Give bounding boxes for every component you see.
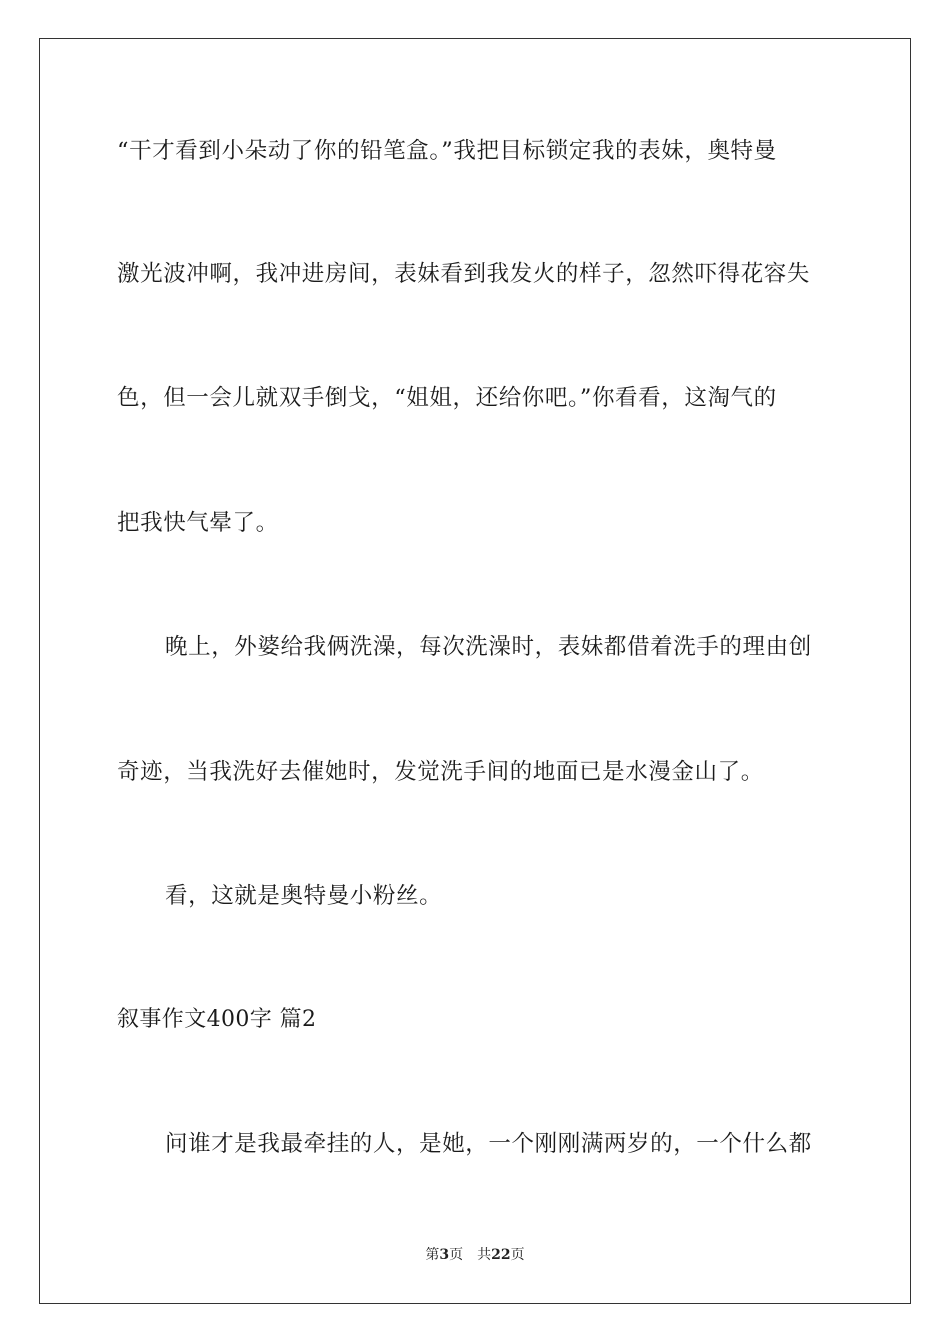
paragraph-line-7: 看，这就是奥特曼小粉丝。 [165, 883, 443, 909]
footer-total-pages: 22 [491, 1247, 511, 1263]
footer-page-prefix: 第 [425, 1247, 440, 1263]
paragraph-line-3: 色，但一会儿就双手倒戈，“姐姐，还给你吧。”你看看，这淘气的 [117, 385, 777, 411]
footer-page-number: 3 [439, 1247, 450, 1263]
page-footer [0, 1246, 950, 1264]
footer-total-prefix: 共 [477, 1247, 492, 1263]
paragraph-line-6: 奇迹，当我洗好去催她时，发觉洗手间的地面已是水漫金山了。 [117, 759, 764, 785]
page-border [39, 38, 911, 1304]
paragraph-line-2: 激光波冲啊，我冲进房间，表妹看到我发火的样子，忽然吓得花容失 [117, 261, 811, 287]
paragraph-line-1: “干才看到小朵动了你的铅笔盒。”我把目标锁定我的表妹，奥特曼 [117, 138, 777, 164]
paragraph-line-9: 问谁才是我最牵挂的人，是她，一个刚刚满两岁的，一个什么都 [165, 1131, 812, 1157]
paragraph-line-5: 晚上，外婆给我俩洗澡，每次洗澡时，表妹都借着洗手的理由创 [165, 634, 812, 660]
section-heading: 叙事作文400字 篇2 [117, 1007, 317, 1032]
footer-total-suffix: 页 [510, 1247, 525, 1263]
paragraph-line-4: 把我快气晕了。 [117, 510, 279, 536]
footer-page-suffix: 页 [449, 1247, 464, 1263]
